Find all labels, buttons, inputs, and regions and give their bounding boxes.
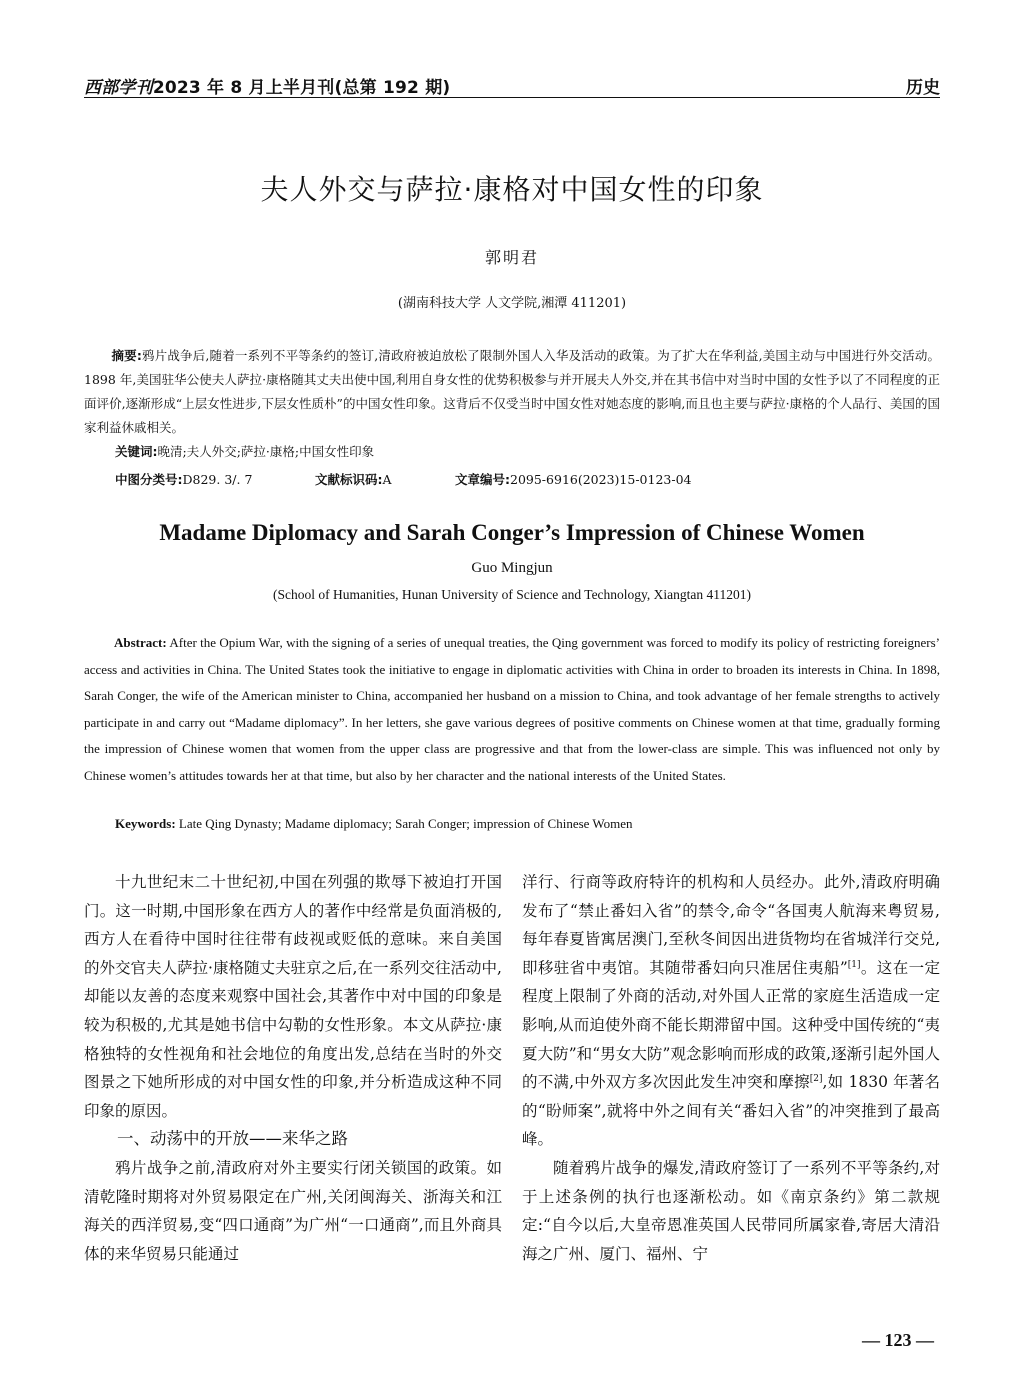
doc-code-label: 文献标识码: <box>315 472 383 487</box>
keywords-cn-label: 关键词: <box>115 444 158 459</box>
citation-ref: [2] <box>809 1074 823 1084</box>
author-en: Guo Mingjun <box>471 560 553 576</box>
keywords-en-text: Late Qing Dynasty; Madame diplomacy; Sarah Conger; impression of Chinese Women <box>178 816 633 831</box>
abstract-cn-text: 鸦片战争后,随着一系列不平等条约的签订,清政府被迫放松了限制外国人入华及活动的政策。为了扩大在华利益,美国主动与中国进行外交活动。1898 年,美国驻华公使夫人萨拉·康格随其丈夫出使中国,利用自身女性的优势积极参与并开展夫人外交,并在其书信中对当时中国的女性予以了不同程度的正面评价,逐渐形成“上层女性进步,下层女性质朴”的中国女性印象。这背后不仅受当时中国女性对她态度的影响,而且也主要与萨拉·康格的个人品行、美国的国家利益休戚相关。 <box>84 348 940 435</box>
classification-code: D829. 3/. 7 <box>182 472 253 487</box>
body-paragraph: 随着鸦片战争的爆发,清政府签订了一系列不平等条约,对于上述条例的执行也逐渐松动。如《南京条约》第二款规定:“自今以后,大皇帝恩准英国人民带同所属家眷,寄居大清沿海之广州、厦门、福州、宁 <box>522 1158 940 1263</box>
author-cn: 郭明君 <box>484 248 539 267</box>
running-header <box>84 70 940 100</box>
body-text: 洋行、行商等政府特许的机构和人员经办。此外,清政府明确发布了“禁止番妇入省”的禁令,命令“各国夷人航海来粤贸易,每年春夏皆寓居澳门,至秋冬间因出进货物均在省城洋行交兑,即移驻省中夷馆。其随带番妇向只准居住夷船” <box>522 873 940 977</box>
affiliation-en: (School of Humanities, Hunan University of Science and Technology, Xiangtan 411201) <box>272 587 752 602</box>
keywords-cn <box>115 442 374 460</box>
body-paragraph: 十九世纪末二十世纪初,中国在列强的欺辱下被迫打开国门。这一时期,中国形象在西方人的著作中经常是负面消极的,西方人在看待中国时往往带有歧视或贬低的意味。来自美国的外交官夫人萨拉·康格随丈夫驻京之后,在一系列交往活动中,却能以友善的态度来观察中国社会,其著作中对中国的印象是较为积极的,尤其是她书信中勾勒的女性形象。本文从萨拉·康格独特的女性视角和社会地位的角度出发,总结在当时的外交图景之下她所形成的对中国女性的印象,并分析造成这种不同印象的原因。 <box>84 873 502 1120</box>
article-title-en: Madame Diplomacy and Sarah Conger’s Impression of Chinese Women <box>159 520 865 545</box>
keywords-en <box>115 816 633 832</box>
abstract-cn <box>84 344 940 440</box>
page-number: — 123 — <box>862 1330 934 1350</box>
body-paragraph <box>522 868 940 1154</box>
issue-info: 2023 年 8 月上半月刊(总第 192 期) <box>152 78 451 98</box>
doc-code: A <box>382 472 392 487</box>
abstract-cn-label: 摘要: <box>111 348 142 363</box>
article-no-label: 文章编号: <box>455 472 510 487</box>
classification-label: 中图分类号: <box>115 472 183 487</box>
abstract-en-label: Abstract: <box>114 635 167 650</box>
body-text: ,如 1830 年著名的“盼师案”,就将中外之间有关“番妇入省”的冲突推到了最高峰。 <box>522 1073 940 1149</box>
keywords-cn-text: 晚清;夫人外交;萨拉·康格;中国女性印象 <box>157 444 375 459</box>
journal-name: 西部学刊 <box>84 78 153 98</box>
citation-ref: [1] <box>847 959 861 970</box>
body-column-left <box>84 868 502 1268</box>
journal-issue <box>84 73 450 98</box>
section-heading: 一、动荡中的开放——来华之路 <box>117 1129 348 1149</box>
keywords-en-label: Keywords: <box>115 816 176 831</box>
article-no: 2095-6916(2023)15-0123-04 <box>510 472 692 487</box>
section-name: 历史 <box>906 78 940 98</box>
article-title-cn: 夫人外交与萨拉·康格对中国女性的印象 <box>260 173 764 206</box>
body-column-right <box>522 868 940 1268</box>
body-text: 。这在一定程度上限制了外商的活动,对外国人正常的家庭生活造成一定影响,从而迫使外商不能长期滞留中国。这种受中国传统的“夷夏大防”和“男女大防”观念影响而形成的政策,逐渐引起外国人的不满,中外双方多次因此发生冲突和摩擦 <box>522 958 940 1092</box>
body-paragraph: 鸦片战争之前,清政府对外主要实行闭关锁国的政策。如清乾隆时期将对外贸易限定在广州,关闭闽海关、浙海关和江海关的西洋贸易,变“四口通商”为广州“一口通商”,而且外商具体的来华贸易只能通过 <box>84 1158 502 1263</box>
abstract-en <box>84 630 940 789</box>
affiliation-cn: (湖南科技大学 人文学院,湘潭 411201) <box>397 296 627 311</box>
header-rule <box>84 97 940 98</box>
abstract-en-text: After the Opium War, with the signing of a series of unequal treaties, the Qing government was forced to modify its policy of restricting foreigners’ access and activities in China. The United States took the initiative to engage in diplomatic activities with China in order to broaden its interests in China. In 1898, Sarah Conger, the wife of the American minister to China, accompanied her husband on a mission to China, and took advantage of her female strengths to actively participate in and carry out “Madame diplomacy”. In her letters, she gave various degrees of positive comments on Chinese women at that time, gradually forming the impression of Chinese women that women from the upper class are progressive and that from the lower-class are simple. This was influenced not only by Chinese women’s attitudes towards her at that time, but also by her character and the national interests of the United States. <box>84 635 940 783</box>
classification-line <box>115 470 815 488</box>
